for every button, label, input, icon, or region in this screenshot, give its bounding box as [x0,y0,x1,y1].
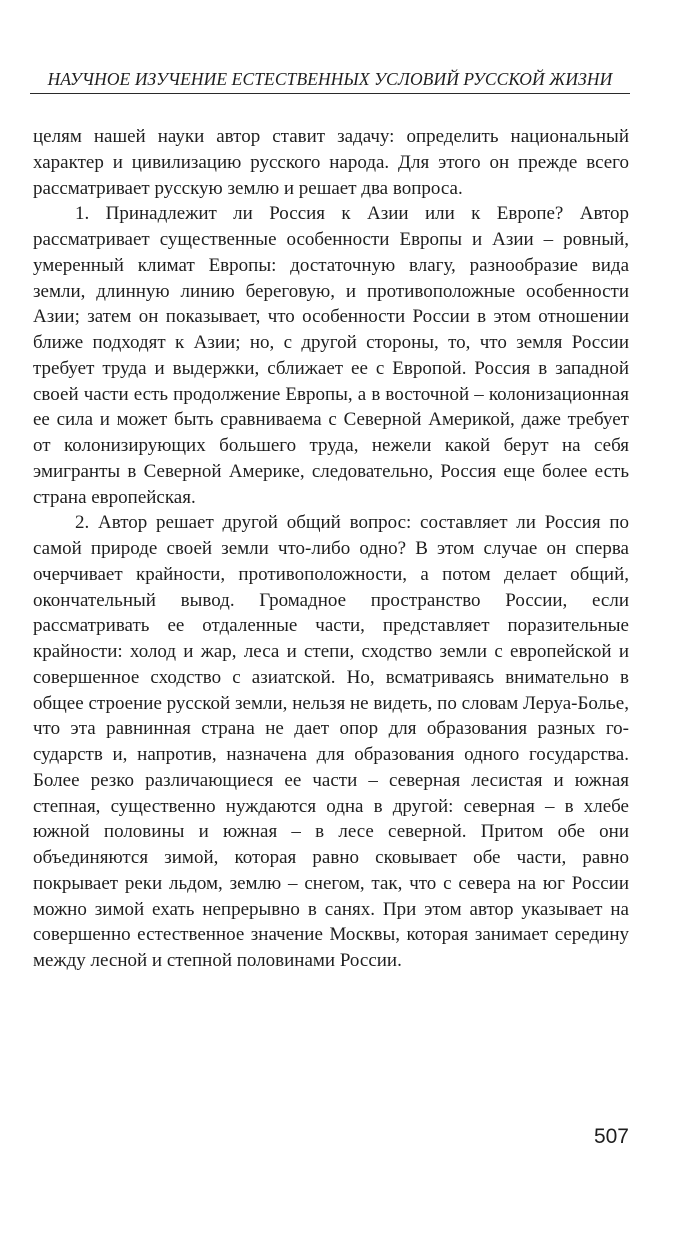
page-number: 507 [593,1125,629,1148]
paragraph-point-2: 2. Автор решает другой общий вопрос: составляет ли Россия по самой природе своей земли что-либо одно? В этом случае он сперва очерчивает крайности, противоположности, а потом делает общий, окончательный вывод. Громадное пространство России, если рассматривать ее отдаленные части, представляет поразительные крайности: холод и жар, леса и степи, сходство земли с европейской и совершенное сходство с азиатской. Но, всматриваясь внимательно в общее строение русской земли, нельзя не видеть, по словам Леруа-Болье, что эта равнинная страна не дает опор для образования разных государств и, напротив, назначена для образования одного государства. Более резко различающиеся ее части – северная лесистая и южная степная, существенно нуждаются одна в другой: северная – в хлебе южной половины и южная – в лесе северной. Притом обе они объединяются зимой, которая равно сковывает обе части, равно покрывает реки льдом, землю – снегом, так, что с севера на юг России можно зимой ехать непрерывно в санях. При этом автор указывает на совершенно естественное значение Москвы, которая занимает середину между лесной и степной половинами России. [33,512,629,971]
paragraph-continuation: целям нашей науки автор ставит задачу: определить национальный характер и цивилизацию русского народа. Для этого он прежде всего рассматривает русскую землю и решает два вопроса. [33,126,629,199]
paragraph-point-1: 1. Принадлежит ли Россия к Азии или к Европе? Автор рассматривает существенные особенности Европы и Азии – ровный, умеренный климат Европы: достаточную влагу, разнообразие вида земли, длинную линию береговую, и противоположные особенности Азии; затем он показывает, что особенности России в этом отношении ближе подходят к Азии; но, с другой стороны, то, что земля России требует труда и выдержки, сближает ее с Европой. Россия в западной своей части есть продолжение Европы, а в восточной – колонизационная ее сила и может быть сравниваема с Северной Америкой, даже требует от колонизирующих большего труда, нежели какой берут на себя эмигранты в Северной Америке, следовательно, Россия еще более есть страна европейская. [33,203,629,508]
body-text [33,124,629,974]
header-rule [30,93,630,94]
running-head-title: НАУЧНОЕ ИЗУЧЕНИЕ ЕСТЕСТВЕННЫХ УСЛОВИЙ РУССКОЙ ЖИЗНИ [47,69,613,89]
